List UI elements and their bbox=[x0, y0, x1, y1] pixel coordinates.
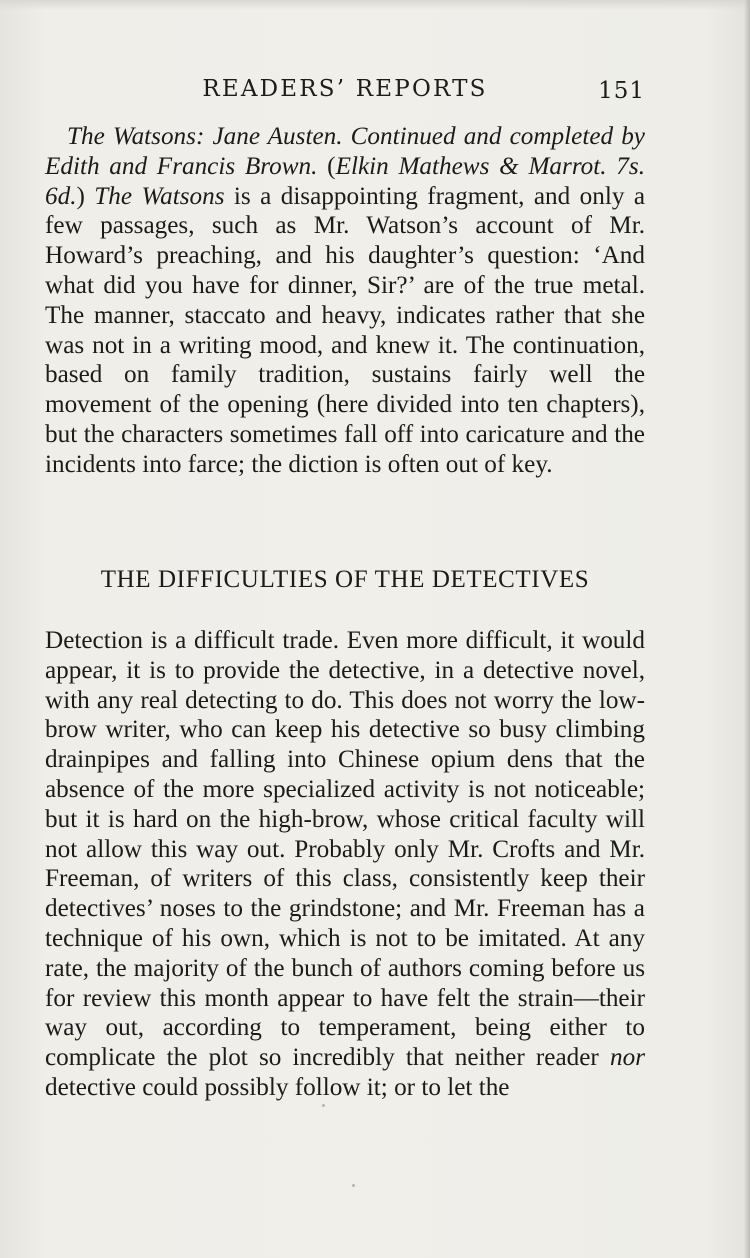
review-publisher-close: ) bbox=[76, 182, 95, 210]
review-title-ref: The Watsons bbox=[94, 182, 225, 210]
section-heading: THE DIFFICULTIES OF THE DETECTIVES bbox=[100, 566, 590, 593]
essay-paragraph bbox=[45, 626, 645, 1103]
paper-speck bbox=[322, 1104, 325, 1107]
review-book-title: The Watsons: Jane Austen. Continued and completed by Edith and Francis Brown. bbox=[45, 123, 645, 180]
paper-speck bbox=[352, 1184, 355, 1187]
essay-text-end: detective could possibly follow it; or to let the bbox=[45, 1073, 510, 1101]
review-body: is a disappointing fragment, and only a few passages, such as Mr. Watson’s account of Mr. Howard’s preaching, and his daughter’s question: ‘And what did you have for dinner, Sir?’ are of the true metal. The manner, staccato and heavy, indicates rather that she was not in a writing mood, and knew it. The continuation, based on family tradition, sustains fairly well the movement of the opening (here divided into ten chapters), but the characters sometimes fall off into caricature and the incidents into farce; the diction is often out of key. bbox=[45, 182, 645, 478]
running-head bbox=[45, 74, 645, 108]
review-publisher-open: ( bbox=[317, 152, 336, 180]
running-head-title: READERS’ REPORTS bbox=[202, 76, 488, 102]
review-publisher: Elkin Mathews & Marrot. 7s. 6d. bbox=[45, 152, 645, 210]
page-number: 151 bbox=[598, 78, 645, 104]
essay-emphasis: nor bbox=[610, 1044, 645, 1072]
essay-text-start: Detection is a difficult trade. Even more difficult, it would appear, it is to provide the detective, in a detective novel, with any real detecting to do. This does not worry the low-brow writer, who can keep his detective so busy climbing drainpipes and falling into Chinese opium dens that the absence of the more specialized activity is not noticeable; but it is hard on the high-brow, whose critical faculty will not allow this way out. Probably only Mr. Crofts and Mr. Freeman, of writers of this class, consistently keep their detectives’ noses to the grindstone; and Mr. Freeman has a technique of his own, which is not to be imitated. At any rate, the majority of the bunch of authors coming before us for review this month appear to have felt the strain—their way out, according to temperament, being either to complicate the plot so incredibly that neither reader bbox=[45, 627, 645, 1072]
review-paragraph bbox=[45, 122, 645, 480]
